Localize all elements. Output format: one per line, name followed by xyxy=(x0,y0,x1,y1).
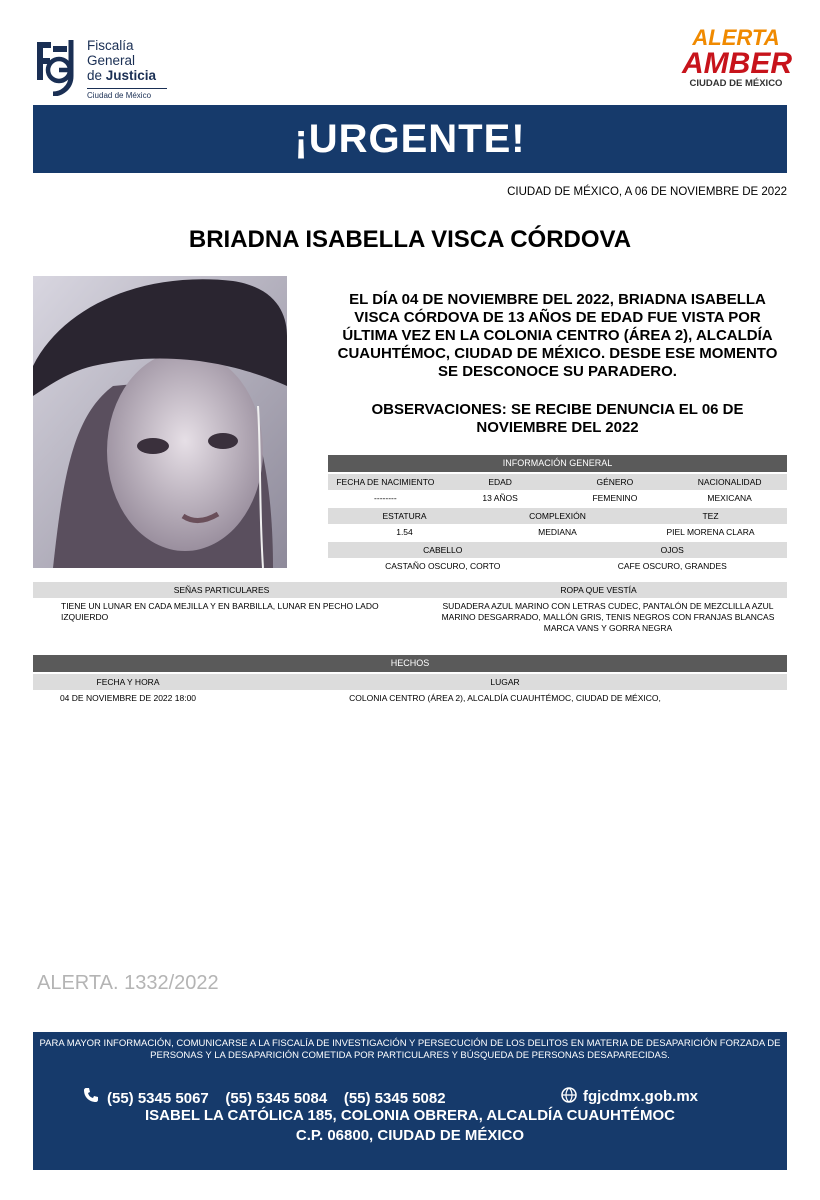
value-age: 13 AÑOS xyxy=(482,493,518,503)
info-row1-values xyxy=(328,490,787,507)
photo-placeholder-image xyxy=(33,276,287,568)
missing-person-name: BRIADNA ISABELLA VISCA CÓRDOVA xyxy=(188,226,632,253)
value-eyes: CAFE OSCURO, GRANDES xyxy=(617,561,727,571)
value-datetime: 04 DE NOVIEMBRE DE 2022 18:00 xyxy=(59,693,197,703)
label-build: COMPLEXIÓN xyxy=(481,508,634,524)
label-clothing: ROPA QUE VESTÍA xyxy=(410,582,787,598)
value-skin: PIEL MORENA CLARA xyxy=(666,527,755,537)
features-table xyxy=(33,582,787,634)
value-hair: CASTAÑO OSCURO, CORTO xyxy=(385,561,501,571)
label-nationality: NACIONALIDAD xyxy=(672,474,787,490)
info-row1-labels xyxy=(328,474,787,490)
info-row2-labels xyxy=(328,508,787,524)
globe-icon xyxy=(561,1087,577,1107)
value-birthdate: -------- xyxy=(374,493,397,503)
info-row2-values xyxy=(328,524,787,541)
value-gender: FEMENINO xyxy=(592,493,638,503)
issue-date: CIUDAD DE MÉXICO, A 06 DE NOVIEMBRE DE 2022 xyxy=(507,186,787,198)
website-link[interactable]: fgjcdmx.gob.mx xyxy=(583,1088,699,1105)
info-row3-labels xyxy=(328,542,787,558)
facts-header: HECHOS xyxy=(33,655,787,672)
facts-table xyxy=(33,655,787,707)
label-eyes: OJOS xyxy=(558,542,788,558)
fgj-line3-prefix: de xyxy=(87,68,106,83)
label-height: ESTATURA xyxy=(328,508,481,524)
label-gender: GÉNERO xyxy=(558,474,673,490)
footer-phones xyxy=(83,1087,446,1107)
person-photo xyxy=(33,276,287,568)
fgj-subtitle: Ciudad de México xyxy=(87,88,167,100)
value-build: MEDIANA xyxy=(538,527,577,537)
label-birthdate: FECHA DE NACIMIENTO xyxy=(328,474,443,490)
label-place: LUGAR xyxy=(223,674,787,690)
fgj-line1: Fiscalía xyxy=(87,38,134,53)
value-clothing: SUDADERA AZUL MARINO CON LETRAS CUDEC, PANTALÓN DE MEZCLILLA AZUL MARINO DESGARRADO, MALLÓN GRIS, TENIS NEGROS CON FRANJAS BLANCAS MARCA VANS Y GORRA NEGRA xyxy=(441,601,775,633)
footer-note: PARA MAYOR INFORMACIÓN, COMUNICARSE A LA FISCALÍA DE INVESTIGACIÓN Y PERSECUCIÓN DE LOS DELITOS EN MATERIA DE DESAPARICIÓN FORZADA DE PERSONAS Y LA DESAPARICIÓN COMETIDA POR PARTICULARES Y BÚSQUEDA DE PERSONAS DESAPARECIDAS. xyxy=(39,1038,781,1061)
label-datetime: FECHA Y HORA xyxy=(33,674,223,690)
phone-icon xyxy=(83,1087,99,1107)
case-description: EL DÍA 04 DE NOVIEMBRE DEL 2022, BRIADNA ISABELLA VISCA CÓRDOVA DE 13 AÑOS DE EDAD FUE VISTA POR ÚLTIMA VEZ EN LA COLONIA CENTRO (ÁREA 2), ALCALDÍA CUAUHTÉMOC, CIUDAD DE MÉXICO. DESDE ESE MOMENTO SE DESCONOCE SU PARADERO. xyxy=(337,291,778,380)
fgj-emblem-icon xyxy=(33,36,81,96)
urgent-banner: ¡URGENTE! xyxy=(33,105,787,173)
info-row3-values xyxy=(328,558,787,575)
features-labels xyxy=(33,582,787,598)
amber-alert-logo xyxy=(682,26,790,100)
address-line2: C.P. 06800, CIUDAD DE MÉXICO xyxy=(295,1127,525,1144)
address-line1: ISABEL LA CATÓLICA 185, COLONIA OBRERA, ALCALDÍA CUAUHTÉMOC xyxy=(144,1107,675,1124)
facts-values xyxy=(33,690,787,707)
features-values xyxy=(33,601,787,634)
footer-contact xyxy=(33,1032,787,1170)
phone-numbers: (55) 5345 5067 (55) 5345 5084 (55) 5345 5082 xyxy=(107,1090,446,1107)
general-info-header: INFORMACIÓN GENERAL xyxy=(328,455,787,472)
general-info-table xyxy=(328,455,787,575)
footer-website[interactable] xyxy=(561,1087,698,1107)
label-age: EDAD xyxy=(443,474,558,490)
fgj-wordmark xyxy=(87,38,156,83)
footer-address xyxy=(33,1106,787,1146)
fgj-line3-bold: Justicia xyxy=(105,68,157,83)
amber-line3: CIUDAD DE MÉXICO xyxy=(689,78,783,89)
facts-labels xyxy=(33,674,787,690)
value-nationality: MEXICANA xyxy=(707,493,752,503)
amber-line2: AMBER xyxy=(682,47,792,80)
label-skin: TEZ xyxy=(634,508,787,524)
fgj-line3 xyxy=(87,68,156,83)
amber-line1: ALERTA xyxy=(692,25,780,50)
value-place: COLONIA CENTRO (ÁREA 2), ALCALDÍA CUAUHTÉMOC, CIUDAD DE MÉXICO, xyxy=(349,693,661,703)
fgj-logo xyxy=(33,36,173,102)
value-height: 1.54 xyxy=(396,527,413,537)
label-distinguishing-marks: SEÑAS PARTICULARES xyxy=(33,582,410,598)
value-distinguishing-marks: TIENE UN LUNAR EN CADA MEJILLA Y EN BARBILLA, LUNAR EN PECHO LADO IZQUIERDO xyxy=(61,601,379,622)
fgj-line2: General xyxy=(87,53,136,68)
label-hair: CABELLO xyxy=(328,542,558,558)
observations: OBSERVACIONES: SE RECIBE DENUNCIA EL 06 DE NOVIEMBRE DEL 2022 xyxy=(371,401,744,436)
alert-number: ALERTA. 1332/2022 xyxy=(37,972,219,994)
